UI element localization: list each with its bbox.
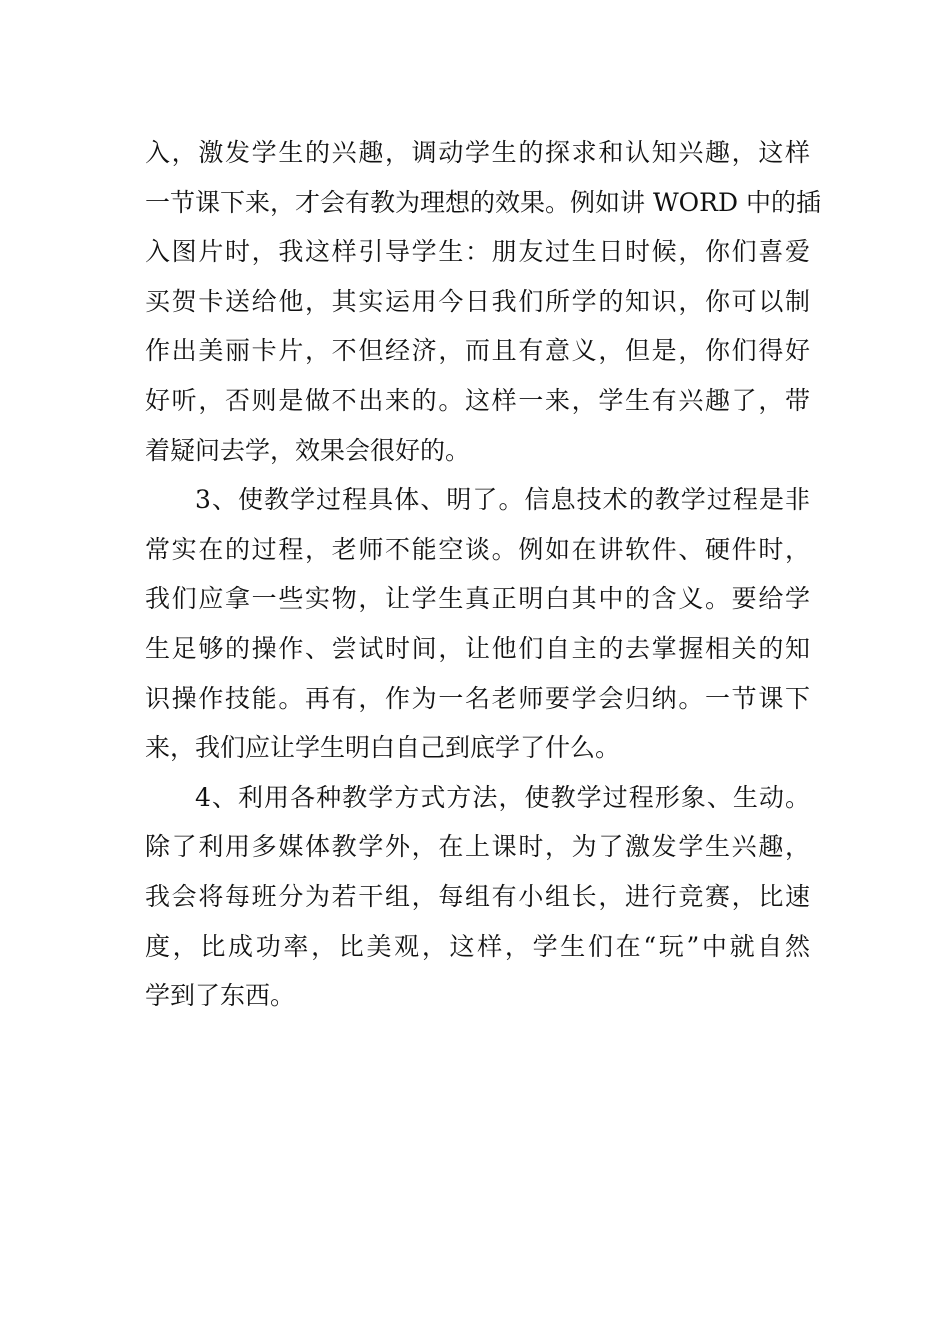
text-line: 识操作技能。再有，作为一名老师要学会归纳。一节课下: [145, 683, 810, 713]
text-line: 作出美丽卡片，不但经济，而且有意义，但是，你们得好: [145, 336, 810, 366]
text-line: 买贺卡送给他，其实运用今日我们所学的知识，你可以制: [145, 286, 810, 316]
text-line: 着疑问去学，效果会很好的。: [145, 435, 471, 465]
paragraph-point-4: [145, 773, 810, 1021]
text-line: 入，激发学生的兴趣，调动学生的探求和认知兴趣，这样: [145, 138, 810, 167]
text-line: 学到了东西。: [145, 981, 296, 1011]
text-line: 我们应拿一些实物，让学生真正明白其中的含义。要给学: [145, 584, 810, 614]
text-line: 入图片时，我这样引导学生：朋友过生日时候，你们喜爱: [145, 237, 810, 267]
text-line: 4、利用各种教学方式方法，使教学过程形象、生动。: [195, 782, 810, 812]
text-line: 除了利用多媒体教学外，在上课时，为了激发学生兴趣，: [145, 832, 810, 862]
text-line: 一节课下来，才会有教为理想的效果。例如讲 WORD 中的插: [145, 187, 821, 217]
text-line: 好听，否则是做不出来的。这样一来，学生有兴趣了，带: [145, 385, 810, 415]
text-line: 度，比成功率，比美观，这样，学生们在“玩”中就自然: [145, 931, 810, 961]
text-line: 3、使教学过程具体、明了。信息技术的教学过程是非: [195, 485, 810, 515]
text-line: 生足够的操作、尝试时间，让他们自主的去掌握相关的知: [145, 633, 810, 663]
paragraph-continuation: [145, 128, 821, 475]
document-body: [145, 128, 821, 1021]
text-line: 来，我们应让学生明白自己到底学了什么。: [145, 733, 621, 763]
paragraph-point-3: [145, 475, 810, 773]
text-line: 我会将每班分为若干组，每组有小组长，进行竞赛，比速: [145, 881, 810, 911]
text-line: 常实在的过程，老师不能空谈。例如在讲软件、硬件时，: [145, 534, 810, 564]
